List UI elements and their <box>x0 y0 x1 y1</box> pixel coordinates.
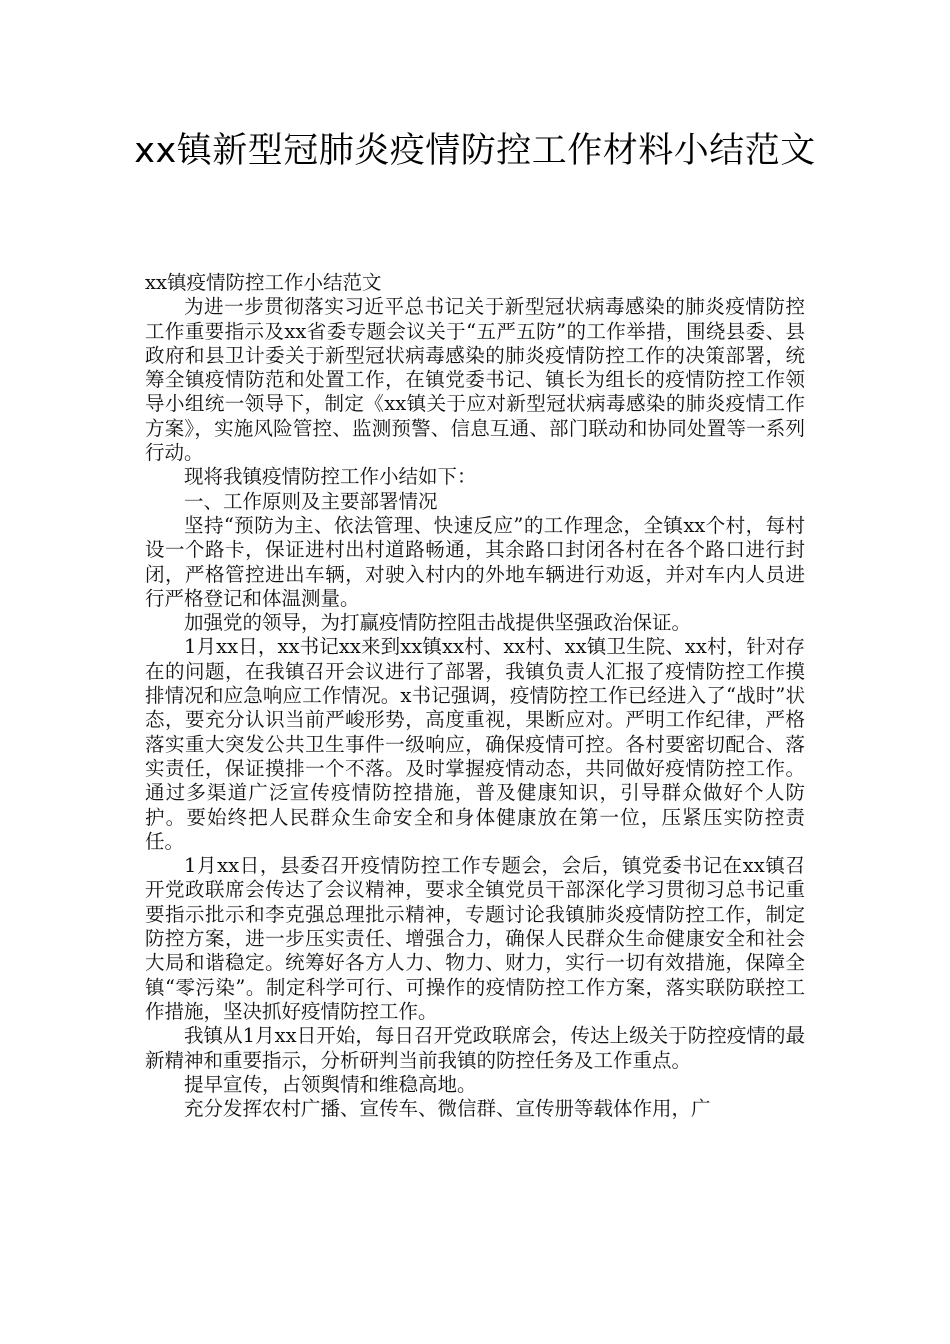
document-title: xx镇新型冠肺炎疫情防控工作材料小结范文 <box>134 131 816 171</box>
body-paragraph: 坚持“预防为主、依法管理、快速反应”的工作理念，全镇xx个村，每村设一个路卡，保证进村出村道路畅通，其余路口封闭各村在各个路口进行封闭，严格管控进出车辆，对驶入村内的外地车辆进行劝返，并对车内人员进行严格登记和体温测量。 <box>145 513 805 610</box>
body-paragraph: 充分发挥农村广播、宣传车、微信群、宣传册等载体作用，广 <box>184 1097 711 1121</box>
body-paragraph: 1月xx日，县委召开疫情防控工作专题会，会后，镇党委书记在xx镇召开党政联席会传达了会议精神，要求全镇党员干部深化学习贯彻习总书记重要指示批示和李克强总理批示精神，专题讨论我镇肺炎疫情防控工作，制定防控方案，进一步压实责任、增强合力，确保人民群众生命健康安全和社会大局和谐稳定。统筹好各方人力、物力、财力，实行一切有效措施，保障全镇“零污染”。制定科学可行、可操作的疫情防控工作方案，落实联防联控工作措施，坚决抓好疫情防控工作。 <box>145 854 805 1023</box>
body-paragraph: 加强党的领导，为打赢疫情防控阻击战提供坚强政治保证。 <box>184 611 692 635</box>
body-paragraph: 一、工作原则及主要部署情况 <box>184 489 438 513</box>
document-body <box>145 271 805 1121</box>
document-subtitle: xx镇疫情防控工作小结范文 <box>145 271 382 294</box>
body-paragraph: 现将我镇疫情防控工作小结如下： <box>184 465 477 489</box>
body-paragraph: 提早宣传，占领舆情和维稳高地。 <box>184 1072 477 1096</box>
body-paragraph: 为进一步贯彻落实习近平总书记关于新型冠状病毒感染的肺炎疫情防控工作重要指示及xx省委专题会议关于“五严五防”的工作举措，围绕县委、县政府和县卫计委关于新型冠状病毒感染的肺炎疫情防控工作的决策部署，统筹全镇疫情防范和处置工作，在镇党委书记、镇长为组长的疫情防控工作领导小组统一领导下，制定《xx镇关于应对新型冠状病毒感染的肺炎疫情工作方案》，实施风险管控、监测预警、信息互通、部门联动和协同处置等一系列行动。 <box>145 295 805 465</box>
body-paragraph: 1月xx日，xx书记xx来到xx镇xx村、xx村、xx镇卫生院、xx村，针对存在的问题，在我镇召开会议进行了部署，我镇负责人汇报了疫情防控工作摸排情况和应急响应工作情况。x书记强调，疫情防控工作已经进入了“战时”状态，要充分认识当前严峻形势，高度重视，果断应对。严明工作纪律，严格落实重大突发公共卫生事件一级响应，确保疫情可控。各村要密切配合、落实责任，保证摸排一个不落。及时掌握疫情动态，共同做好疫情防控工作。通过多渠道广泛宣传疫情防控措施，普及健康知识，引导群众做好个人防护。要始终把人民群众生命安全和身体健康放在第一位，压紧压实防控责任。 <box>145 635 805 853</box>
body-paragraph: 我镇从1月xx日开始，每日召开党政联席会，传达上级关于防控疫情的最新精神和重要指示，分析研判当前我镇的防控任务及工作重点。 <box>145 1024 805 1072</box>
